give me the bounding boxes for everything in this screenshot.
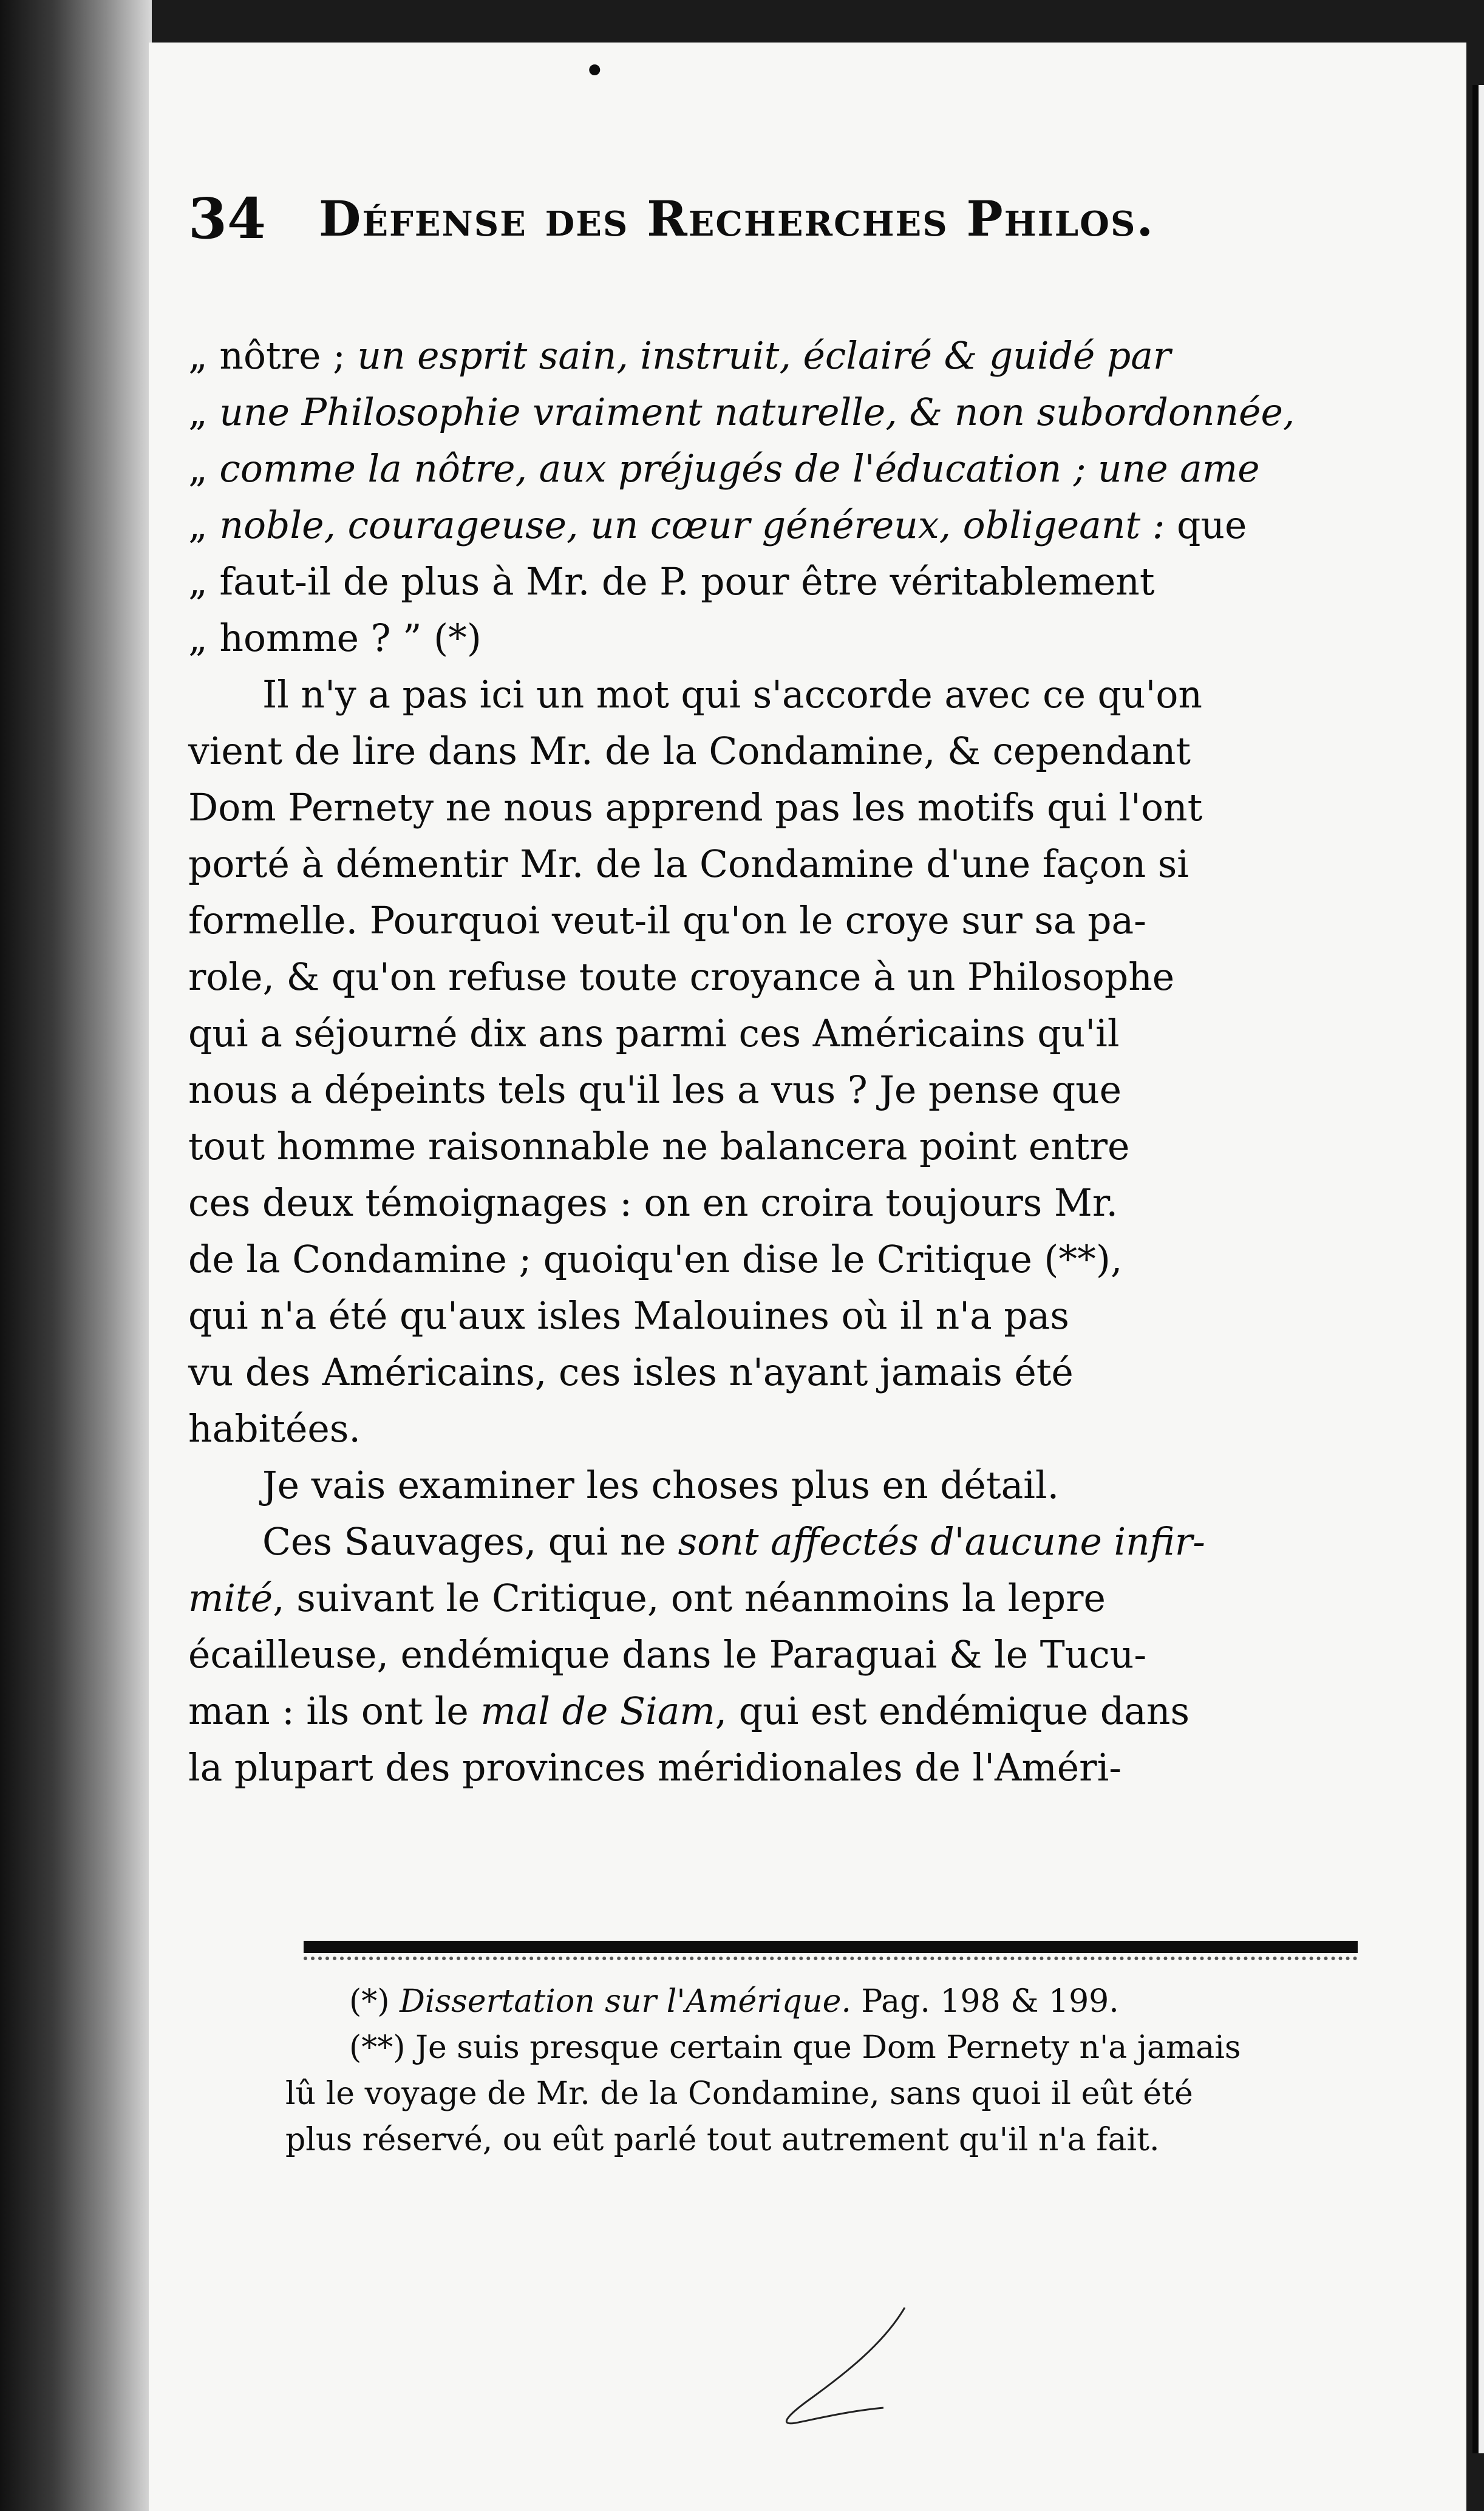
- body-text: que: [1165, 503, 1247, 547]
- body-text: Il n'y a pas ici un mot qui s'accorde avec ce qu'on: [262, 673, 1203, 717]
- body-italic-text: sont affectés d'aucune infir-: [678, 1520, 1205, 1564]
- body-text: formelle. Pourquoi veut-il qu'on le croye sur sa pa-: [188, 899, 1146, 942]
- body-text: ces deux témoignages : on en croira toujours Mr.: [188, 1181, 1118, 1225]
- body-text: „: [188, 390, 220, 434]
- body-italic-text: un esprit sain, instruit, éclairé & guidé par: [357, 334, 1171, 378]
- footnote-line: [285, 2071, 1360, 2117]
- footnote-line: [285, 2025, 1360, 2071]
- body-text: role, & qu'on refuse toute croyance à un Philosophe: [188, 955, 1175, 999]
- body-text: , suivant le Critique, ont néanmoins la lepre: [273, 1576, 1106, 1620]
- footnote-line: [285, 2117, 1360, 2163]
- body-text: vu des Américains, ces isles n'ayant jamais été: [188, 1351, 1074, 1394]
- body-text: vient de lire dans Mr. de la Condamine, & cependant: [188, 729, 1191, 773]
- body-line: [188, 723, 1360, 780]
- running-title: Défense des Recherches Philos.: [319, 190, 1155, 247]
- body-line: [188, 1570, 1360, 1627]
- body-text: de la Condamine ; quoiqu'en dise le Critique (**),: [188, 1238, 1123, 1281]
- body-line: [188, 1119, 1360, 1175]
- body-line: [188, 1740, 1360, 1796]
- footnote-rule: [304, 1941, 1358, 1953]
- body-text: [188, 328, 1360, 1907]
- body-line: [188, 836, 1360, 893]
- body-line: [188, 1457, 1360, 1514]
- body-line: [188, 1401, 1360, 1457]
- body-line: [188, 780, 1360, 836]
- body-line: [188, 1683, 1360, 1740]
- body-text: qui n'a été qu'aux isles Malouines où il n'a pas: [188, 1294, 1069, 1338]
- body-italic-text: mal de Siam: [480, 1689, 715, 1733]
- body-text: porté à démentir Mr. de la Condamine d'une façon si: [188, 842, 1189, 886]
- footnote-rule-dots: [304, 1957, 1358, 1960]
- body-line: [188, 1514, 1360, 1570]
- body-text: qui a séjourné dix ans parmi ces Américains qu'il: [188, 1012, 1120, 1055]
- body-line: [188, 667, 1360, 723]
- body-text: la plupart des provinces méridionales de l'Améri-: [188, 1746, 1122, 1790]
- page-header: [188, 179, 1360, 258]
- body-text: , qui est endémique dans: [715, 1689, 1190, 1733]
- body-line: [188, 949, 1360, 1006]
- body-text: écailleuse, endémique dans le Paraguai & le Tucu-: [188, 1633, 1147, 1677]
- footnotes: [285, 1978, 1360, 2161]
- footnote-text: plus réservé, ou eût parlé tout autrement qu'il n'a fait.: [285, 2122, 1160, 2158]
- body-line: [188, 1288, 1360, 1344]
- body-line: [188, 1344, 1360, 1401]
- body-text: „ homme ? ” (*): [188, 616, 482, 660]
- body-italic-text: comme la nôtre, aux préjugés de l'éducation ; une ame: [219, 447, 1260, 491]
- body-line: [188, 441, 1360, 497]
- body-line: [188, 1062, 1360, 1119]
- body-italic-text: une Philosophie vraiment naturelle, & non subordonnée,: [219, 390, 1295, 434]
- body-italic-text: noble, courageuse, un cœur généreux, obligeant :: [219, 503, 1165, 547]
- footnote-text: (**) Je suis presque certain que Dom Pernety n'a jamais: [349, 2029, 1241, 2066]
- pen-mark: [753, 2295, 953, 2435]
- body-line: [188, 1006, 1360, 1062]
- body-text: nous a dépeints tels qu'il les a vus ? Je pense que: [188, 1068, 1122, 1112]
- scan-left-edge: [0, 0, 152, 2511]
- facing-page-edge: [1472, 85, 1484, 2453]
- body-text: „: [188, 447, 220, 491]
- body-text: man : ils ont le: [188, 1689, 481, 1733]
- body-text: Je vais examiner les choses plus en détail.: [262, 1463, 1060, 1507]
- body-line: [188, 893, 1360, 949]
- ornament: •: [584, 49, 606, 93]
- body-line: [188, 1232, 1360, 1288]
- body-text: habitées.: [188, 1407, 361, 1451]
- body-text: Dom Pernety ne nous apprend pas les motifs qui l'ont: [188, 786, 1203, 830]
- body-text: „ faut-il de plus à Mr. de P. pour être véritablement: [188, 560, 1155, 604]
- body-line: [188, 497, 1360, 554]
- body-italic-text: mité: [188, 1576, 273, 1620]
- footnote-text: lû le voyage de Mr. de la Condamine, sans quoi il eût été: [285, 2076, 1193, 2112]
- footnote-line: [285, 1978, 1360, 2025]
- body-line: [188, 1627, 1360, 1683]
- body-line: [188, 554, 1360, 610]
- footnote-italic-text: Dissertation sur l'Amérique.: [400, 1983, 851, 2020]
- body-text: Ces Sauvages, qui ne: [262, 1520, 678, 1564]
- body-line: [188, 610, 1360, 667]
- body-line: [188, 1175, 1360, 1232]
- body-text: tout homme raisonnable ne balancera point entre: [188, 1125, 1130, 1168]
- body-text: „: [188, 503, 220, 547]
- footnote-text: (*): [349, 1983, 400, 2020]
- body-text: „ nôtre ;: [188, 334, 358, 378]
- page-number: 34: [188, 186, 267, 251]
- body-line: [188, 384, 1360, 441]
- footnote-text: Pag. 198 & 199.: [851, 1983, 1119, 2020]
- body-line: [188, 328, 1360, 384]
